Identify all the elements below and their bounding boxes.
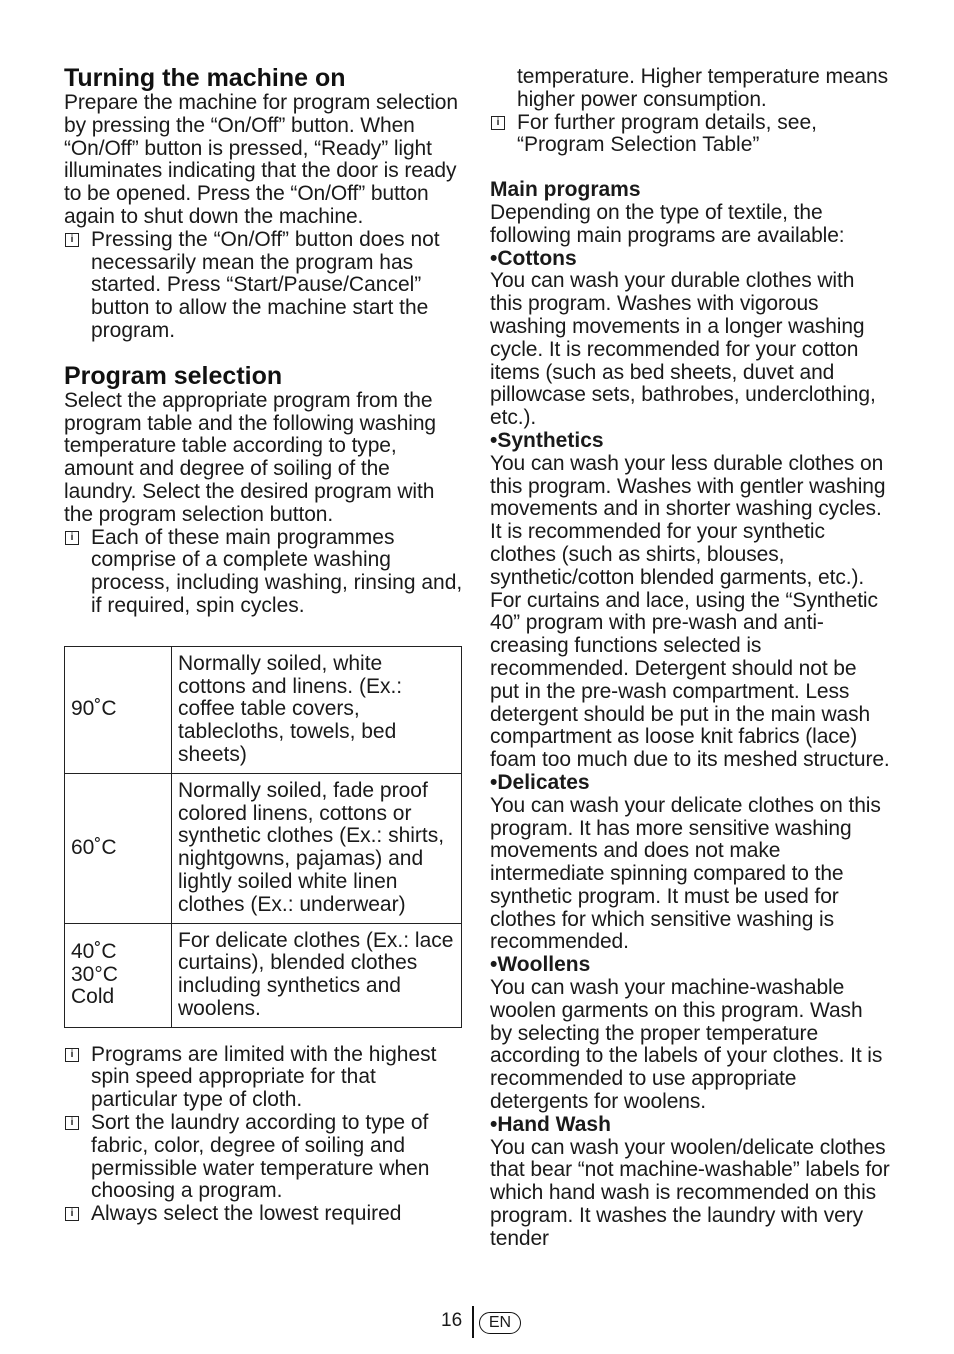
para-main-intro: Depending on the type of textile, the following main programs are available: <box>490 200 845 247</box>
text-woollens: You can wash your machine-washable woolen garments on this program. Wash by selecting the proper temperature according to the labels of your clothes. It is recommended to use appropriate detergents for woolens. <box>490 976 883 1114</box>
info-icon: i <box>65 1116 79 1130</box>
text-synthetics: You can wash your less durable clothes on this program. Washes with gentler washing movements and in shorter washing cycles. It is recommended for your synthetic clothes (such as shirts, blouses, synthetic/cotton blended garments, etc.). For curtains and lace, using the “Synthetic 40” program with pre-wash and anti-creasing functions selected is recommended. Detergent should not be put in the pre-wash compartment. Less detergent should be put in the main wash compartment as loose knit fabrics (lace) foam too much due to its meshed structure. <box>490 451 890 772</box>
temperature-table <box>64 646 462 1028</box>
title-synthetics: •Synthetics <box>490 428 604 452</box>
text-cottons: You can wash your durable clothes with this program. Washes with vigorous washing movements in a longer washing cycle. It is recommended for your cotton items (such as bed sheets, duvet and pillowcase sets, bathrobes, underclothing, etc.). <box>490 269 876 430</box>
text-delicates: You can wash your delicate clothes on this program. It has more sensitive washing movements and does not make intermediate spinning compared to the synthetic program. It must be used for clothes for which sensitive washing is recommended. <box>490 793 881 954</box>
info-icon: i <box>65 1048 79 1062</box>
info-icon: i <box>65 531 79 545</box>
note-main-programmes: i Each of these main programmes comprise of a complete washing process, including washing, rinsing and, if required, spin cycles. <box>64 527 464 618</box>
heading-program-selection: Program selection <box>64 361 283 390</box>
info-icon: i <box>65 1207 79 1221</box>
heading-turning-on: Turning the machine on <box>64 64 346 92</box>
left-column <box>64 64 464 1226</box>
para-program-selection: Select the appropriate program from the program table and the following washing temperature table according to type, amount and degree of soiling of the laundry. Select the desired program with the program selection button. <box>64 388 436 526</box>
footer-divider <box>472 1306 474 1338</box>
right-column <box>490 66 890 1251</box>
note-lowest-temp: i Always select the lowest required <box>64 1203 464 1226</box>
text-hand-wash: You can wash your woolen/delicate clothes that bear “not machine-washable” labels for which hand wash is recommended on this program. It washes the laundry with very tender <box>490 1135 890 1250</box>
language-badge: EN <box>479 1312 521 1334</box>
table-row <box>65 773 462 923</box>
temp-cell: 40˚C 30°C Cold <box>65 923 172 1027</box>
table-row <box>65 923 462 1027</box>
title-hand-wash: •Hand Wash <box>490 1112 611 1136</box>
heading-main-programs: Main programs <box>490 178 641 202</box>
note-sort-laundry: i Sort the laundry according to type of fabric, color, degree of soiling and permissible water temperature when choosing a program. <box>64 1112 464 1203</box>
info-icon: i <box>65 233 79 247</box>
temp-cell: 90˚C <box>65 646 172 773</box>
desc-cell: For delicate clothes (Ex.: lace curtains), blended clothes including synthetics and woolens. <box>172 923 462 1027</box>
temp-cell: 60˚C <box>65 773 172 923</box>
page-number: 16 <box>441 1310 463 1331</box>
desc-cell: Normally soiled, fade proof colored linens, cottons or synthetic clothes (Ex.: shirts, nightgowns, pajamas) and lightly soiled white linen clothes (Ex.: underwear) <box>172 773 462 923</box>
note-spin-speed: i Programs are limited with the highest spin speed appropriate for that particular type of cloth. <box>64 1044 464 1112</box>
table-row <box>65 646 462 773</box>
desc-cell: Normally soiled, white cottons and linens. (Ex.: coffee table covers, tablecloths, towels, bed sheets) <box>172 646 462 773</box>
note-program-table: i For further program details, see, “Program Selection Table” <box>490 112 890 158</box>
title-cottons: •Cottons <box>490 246 577 270</box>
note-on-off: i Pressing the “On/Off” button does not necessarily mean the program has started. Press “Start/Pause/Cancel” button to allow the machine start the program. <box>64 229 464 343</box>
title-woollens: •Woollens <box>490 953 591 977</box>
para-temperature-cont: temperature. Higher temperature means higher power consumption. <box>517 65 888 111</box>
info-icon: i <box>491 116 505 130</box>
para-turning-on: Prepare the machine for program selection by pressing the “On/Off” button. When “On/Off” button is pressed, “Ready” light illuminates indicating that the door is ready to be opened. Press the “On/Off” button again to shut down the machine. <box>64 91 458 228</box>
title-delicates: •Delicates <box>490 770 590 794</box>
